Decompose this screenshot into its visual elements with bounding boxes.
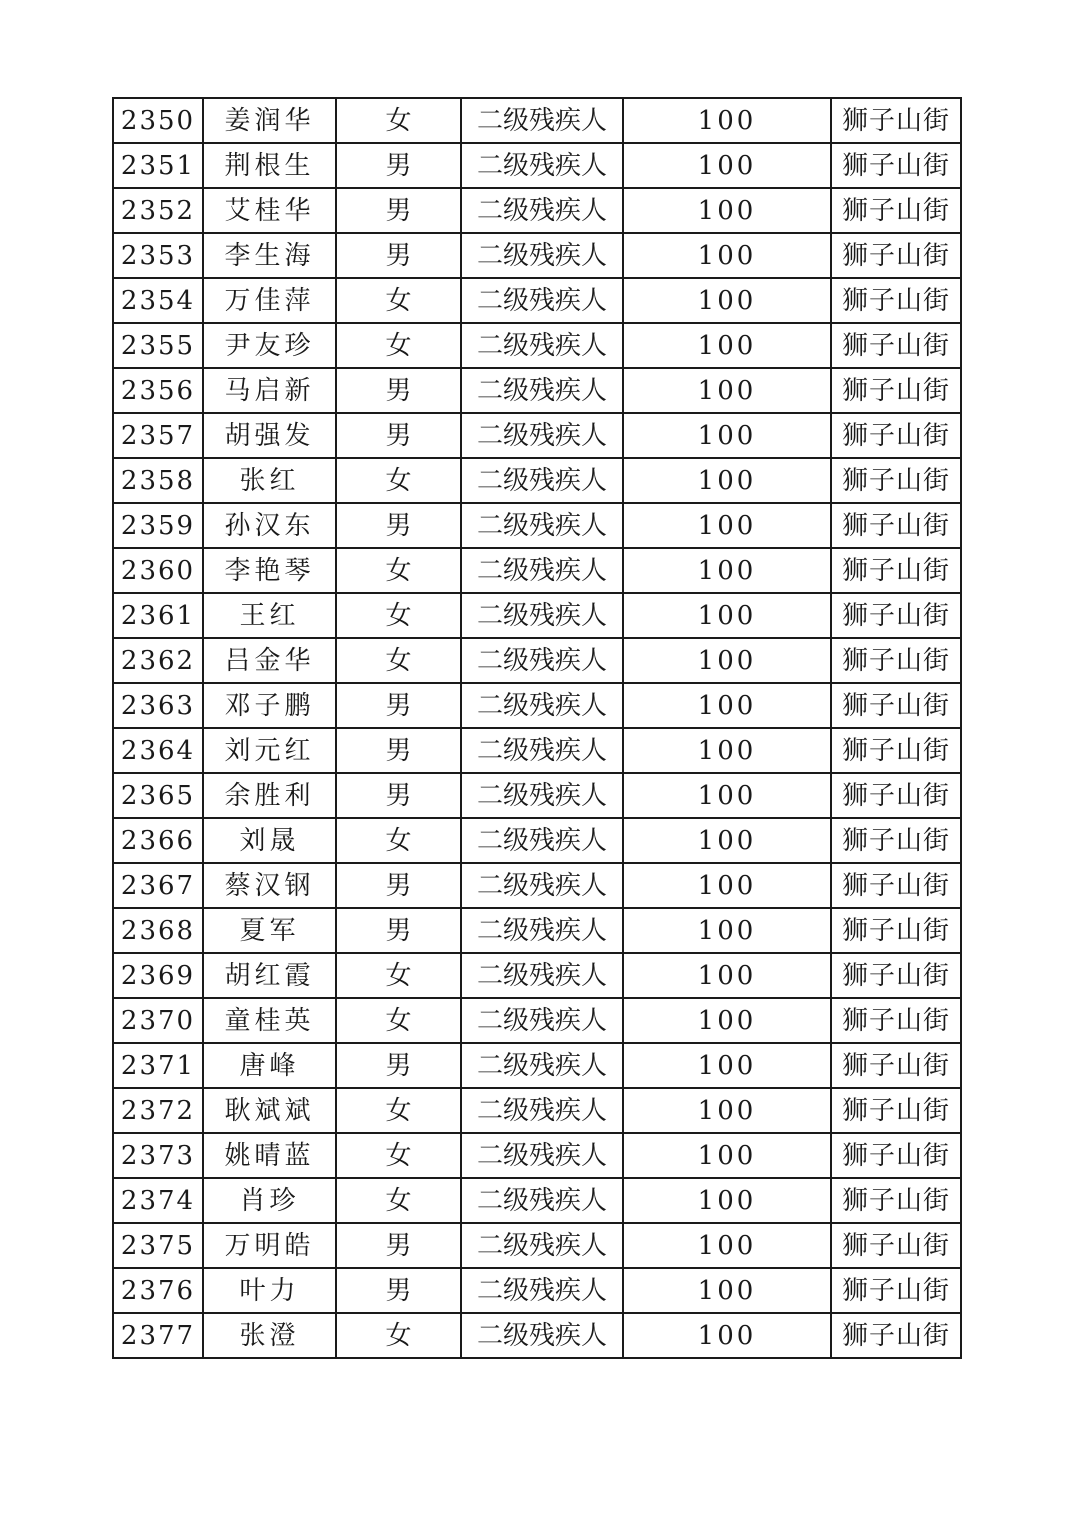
name-cell: 李生海 <box>203 233 336 278</box>
street-cell: 狮子山街 <box>831 818 961 863</box>
gender-cell: 女 <box>336 548 461 593</box>
amount-cell: 100 <box>623 593 831 638</box>
gender-cell: 男 <box>336 728 461 773</box>
name-cell: 刘元红 <box>203 728 336 773</box>
disability-level-cell: 二级残疾人 <box>461 278 623 323</box>
amount-cell: 100 <box>623 233 831 278</box>
disability-level-cell: 二级残疾人 <box>461 1268 623 1313</box>
amount-cell: 100 <box>623 98 831 143</box>
gender-cell: 女 <box>336 98 461 143</box>
table-row <box>113 818 961 863</box>
amount-cell: 100 <box>623 503 831 548</box>
disability-level-cell: 二级残疾人 <box>461 1088 623 1133</box>
serial-number-cell: 2377 <box>113 1313 203 1358</box>
table-row <box>113 683 961 728</box>
name-cell: 叶力 <box>203 1268 336 1313</box>
gender-cell: 男 <box>336 1223 461 1268</box>
street-cell: 狮子山街 <box>831 1178 961 1223</box>
street-cell: 狮子山街 <box>831 143 961 188</box>
serial-number-cell: 2354 <box>113 278 203 323</box>
name-cell: 吕金华 <box>203 638 336 683</box>
serial-number-cell: 2362 <box>113 638 203 683</box>
table-row <box>113 233 961 278</box>
gender-cell: 男 <box>336 413 461 458</box>
gender-cell: 男 <box>336 143 461 188</box>
serial-number-cell: 2370 <box>113 998 203 1043</box>
table-row <box>113 1178 961 1223</box>
gender-cell: 男 <box>336 863 461 908</box>
serial-number-cell: 2371 <box>113 1043 203 1088</box>
disability-level-cell: 二级残疾人 <box>461 1178 623 1223</box>
amount-cell: 100 <box>623 368 831 413</box>
disability-level-cell: 二级残疾人 <box>461 413 623 458</box>
street-cell: 狮子山街 <box>831 233 961 278</box>
roster-table <box>112 97 962 1359</box>
disability-level-cell: 二级残疾人 <box>461 188 623 233</box>
table-row <box>113 1313 961 1358</box>
gender-cell: 男 <box>336 908 461 953</box>
serial-number-cell: 2366 <box>113 818 203 863</box>
serial-number-cell: 2367 <box>113 863 203 908</box>
disability-level-cell: 二级残疾人 <box>461 683 623 728</box>
name-cell: 万佳萍 <box>203 278 336 323</box>
name-cell: 姜润华 <box>203 98 336 143</box>
table-row <box>113 548 961 593</box>
serial-number-cell: 2353 <box>113 233 203 278</box>
table-row <box>113 323 961 368</box>
name-cell: 邓子鹏 <box>203 683 336 728</box>
serial-number-cell: 2363 <box>113 683 203 728</box>
table-row <box>113 638 961 683</box>
serial-number-cell: 2359 <box>113 503 203 548</box>
gender-cell: 女 <box>336 638 461 683</box>
amount-cell: 100 <box>623 1178 831 1223</box>
amount-cell: 100 <box>623 143 831 188</box>
table-row <box>113 593 961 638</box>
serial-number-cell: 2357 <box>113 413 203 458</box>
table-row <box>113 458 961 503</box>
table-row <box>113 413 961 458</box>
gender-cell: 女 <box>336 818 461 863</box>
table-row <box>113 143 961 188</box>
serial-number-cell: 2358 <box>113 458 203 503</box>
amount-cell: 100 <box>623 1088 831 1133</box>
gender-cell: 男 <box>336 683 461 728</box>
name-cell: 童桂英 <box>203 998 336 1043</box>
disability-level-cell: 二级残疾人 <box>461 1133 623 1178</box>
table-row <box>113 188 961 233</box>
table-row <box>113 953 961 998</box>
amount-cell: 100 <box>623 1043 831 1088</box>
table-row <box>113 728 961 773</box>
serial-number-cell: 2375 <box>113 1223 203 1268</box>
disability-level-cell: 二级残疾人 <box>461 863 623 908</box>
name-cell: 姚晴蓝 <box>203 1133 336 1178</box>
name-cell: 夏军 <box>203 908 336 953</box>
gender-cell: 女 <box>336 1133 461 1178</box>
amount-cell: 100 <box>623 638 831 683</box>
disability-level-cell: 二级残疾人 <box>461 908 623 953</box>
street-cell: 狮子山街 <box>831 368 961 413</box>
serial-number-cell: 2365 <box>113 773 203 818</box>
street-cell: 狮子山街 <box>831 998 961 1043</box>
disability-level-cell: 二级残疾人 <box>461 1043 623 1088</box>
amount-cell: 100 <box>623 278 831 323</box>
street-cell: 狮子山街 <box>831 1313 961 1358</box>
table-row <box>113 503 961 548</box>
street-cell: 狮子山街 <box>831 638 961 683</box>
amount-cell: 100 <box>623 1133 831 1178</box>
gender-cell: 女 <box>336 278 461 323</box>
street-cell: 狮子山街 <box>831 953 961 998</box>
name-cell: 余胜利 <box>203 773 336 818</box>
street-cell: 狮子山街 <box>831 323 961 368</box>
gender-cell: 男 <box>336 773 461 818</box>
name-cell: 唐峰 <box>203 1043 336 1088</box>
serial-number-cell: 2350 <box>113 98 203 143</box>
table-row <box>113 1088 961 1133</box>
amount-cell: 100 <box>623 1268 831 1313</box>
street-cell: 狮子山街 <box>831 413 961 458</box>
street-cell: 狮子山街 <box>831 548 961 593</box>
table-row <box>113 998 961 1043</box>
amount-cell: 100 <box>623 773 831 818</box>
serial-number-cell: 2372 <box>113 1088 203 1133</box>
amount-cell: 100 <box>623 728 831 773</box>
street-cell: 狮子山街 <box>831 503 961 548</box>
gender-cell: 女 <box>336 1178 461 1223</box>
serial-number-cell: 2356 <box>113 368 203 413</box>
gender-cell: 女 <box>336 593 461 638</box>
table-row <box>113 1043 961 1088</box>
amount-cell: 100 <box>623 953 831 998</box>
street-cell: 狮子山街 <box>831 1223 961 1268</box>
street-cell: 狮子山街 <box>831 188 961 233</box>
disability-level-cell: 二级残疾人 <box>461 998 623 1043</box>
table-row <box>113 1223 961 1268</box>
serial-number-cell: 2368 <box>113 908 203 953</box>
disability-level-cell: 二级残疾人 <box>461 593 623 638</box>
serial-number-cell: 2369 <box>113 953 203 998</box>
disability-level-cell: 二级残疾人 <box>461 458 623 503</box>
table-row <box>113 1133 961 1178</box>
table-row <box>113 1268 961 1313</box>
gender-cell: 男 <box>336 233 461 278</box>
name-cell: 艾桂华 <box>203 188 336 233</box>
table-row <box>113 908 961 953</box>
table-row <box>113 368 961 413</box>
street-cell: 狮子山街 <box>831 773 961 818</box>
street-cell: 狮子山街 <box>831 728 961 773</box>
amount-cell: 100 <box>623 413 831 458</box>
disability-level-cell: 二级残疾人 <box>461 323 623 368</box>
name-cell: 马启新 <box>203 368 336 413</box>
amount-cell: 100 <box>623 458 831 503</box>
gender-cell: 女 <box>336 323 461 368</box>
street-cell: 狮子山街 <box>831 458 961 503</box>
name-cell: 张红 <box>203 458 336 503</box>
name-cell: 荆根生 <box>203 143 336 188</box>
disability-level-cell: 二级残疾人 <box>461 1223 623 1268</box>
gender-cell: 男 <box>336 503 461 548</box>
gender-cell: 男 <box>336 1043 461 1088</box>
name-cell: 胡强发 <box>203 413 336 458</box>
table-row <box>113 773 961 818</box>
serial-number-cell: 2361 <box>113 593 203 638</box>
name-cell: 蔡汉钢 <box>203 863 336 908</box>
street-cell: 狮子山街 <box>831 908 961 953</box>
name-cell: 刘晟 <box>203 818 336 863</box>
name-cell: 王红 <box>203 593 336 638</box>
serial-number-cell: 2376 <box>113 1268 203 1313</box>
amount-cell: 100 <box>623 863 831 908</box>
name-cell: 孙汉东 <box>203 503 336 548</box>
gender-cell: 女 <box>336 953 461 998</box>
serial-number-cell: 2355 <box>113 323 203 368</box>
name-cell: 肖珍 <box>203 1178 336 1223</box>
name-cell: 万明皓 <box>203 1223 336 1268</box>
amount-cell: 100 <box>623 683 831 728</box>
name-cell: 张澄 <box>203 1313 336 1358</box>
serial-number-cell: 2360 <box>113 548 203 593</box>
disability-level-cell: 二级残疾人 <box>461 368 623 413</box>
amount-cell: 100 <box>623 818 831 863</box>
gender-cell: 男 <box>336 368 461 413</box>
street-cell: 狮子山街 <box>831 278 961 323</box>
disability-level-cell: 二级残疾人 <box>461 818 623 863</box>
amount-cell: 100 <box>623 1223 831 1268</box>
street-cell: 狮子山街 <box>831 98 961 143</box>
serial-number-cell: 2373 <box>113 1133 203 1178</box>
disability-level-cell: 二级残疾人 <box>461 503 623 548</box>
table-row <box>113 98 961 143</box>
disability-level-cell: 二级残疾人 <box>461 548 623 593</box>
gender-cell: 女 <box>336 1313 461 1358</box>
name-cell: 胡红霞 <box>203 953 336 998</box>
gender-cell: 男 <box>336 188 461 233</box>
name-cell: 耿斌斌 <box>203 1088 336 1133</box>
serial-number-cell: 2364 <box>113 728 203 773</box>
amount-cell: 100 <box>623 548 831 593</box>
gender-cell: 男 <box>336 1268 461 1313</box>
disability-level-cell: 二级残疾人 <box>461 233 623 278</box>
street-cell: 狮子山街 <box>831 1133 961 1178</box>
disability-level-cell: 二级残疾人 <box>461 953 623 998</box>
gender-cell: 女 <box>336 1088 461 1133</box>
amount-cell: 100 <box>623 908 831 953</box>
serial-number-cell: 2374 <box>113 1178 203 1223</box>
disability-level-cell: 二级残疾人 <box>461 98 623 143</box>
serial-number-cell: 2351 <box>113 143 203 188</box>
gender-cell: 女 <box>336 458 461 503</box>
gender-cell: 女 <box>336 998 461 1043</box>
disability-level-cell: 二级残疾人 <box>461 1313 623 1358</box>
amount-cell: 100 <box>623 188 831 233</box>
disability-level-cell: 二级残疾人 <box>461 728 623 773</box>
name-cell: 李艳琴 <box>203 548 336 593</box>
amount-cell: 100 <box>623 998 831 1043</box>
serial-number-cell: 2352 <box>113 188 203 233</box>
amount-cell: 100 <box>623 1313 831 1358</box>
street-cell: 狮子山街 <box>831 1268 961 1313</box>
roster-table-body <box>113 98 961 1358</box>
disability-level-cell: 二级残疾人 <box>461 143 623 188</box>
street-cell: 狮子山街 <box>831 863 961 908</box>
table-row <box>113 278 961 323</box>
street-cell: 狮子山街 <box>831 1043 961 1088</box>
disability-level-cell: 二级残疾人 <box>461 773 623 818</box>
disability-level-cell: 二级残疾人 <box>461 638 623 683</box>
name-cell: 尹友珍 <box>203 323 336 368</box>
amount-cell: 100 <box>623 323 831 368</box>
street-cell: 狮子山街 <box>831 593 961 638</box>
table-row <box>113 863 961 908</box>
street-cell: 狮子山街 <box>831 683 961 728</box>
street-cell: 狮子山街 <box>831 1088 961 1133</box>
